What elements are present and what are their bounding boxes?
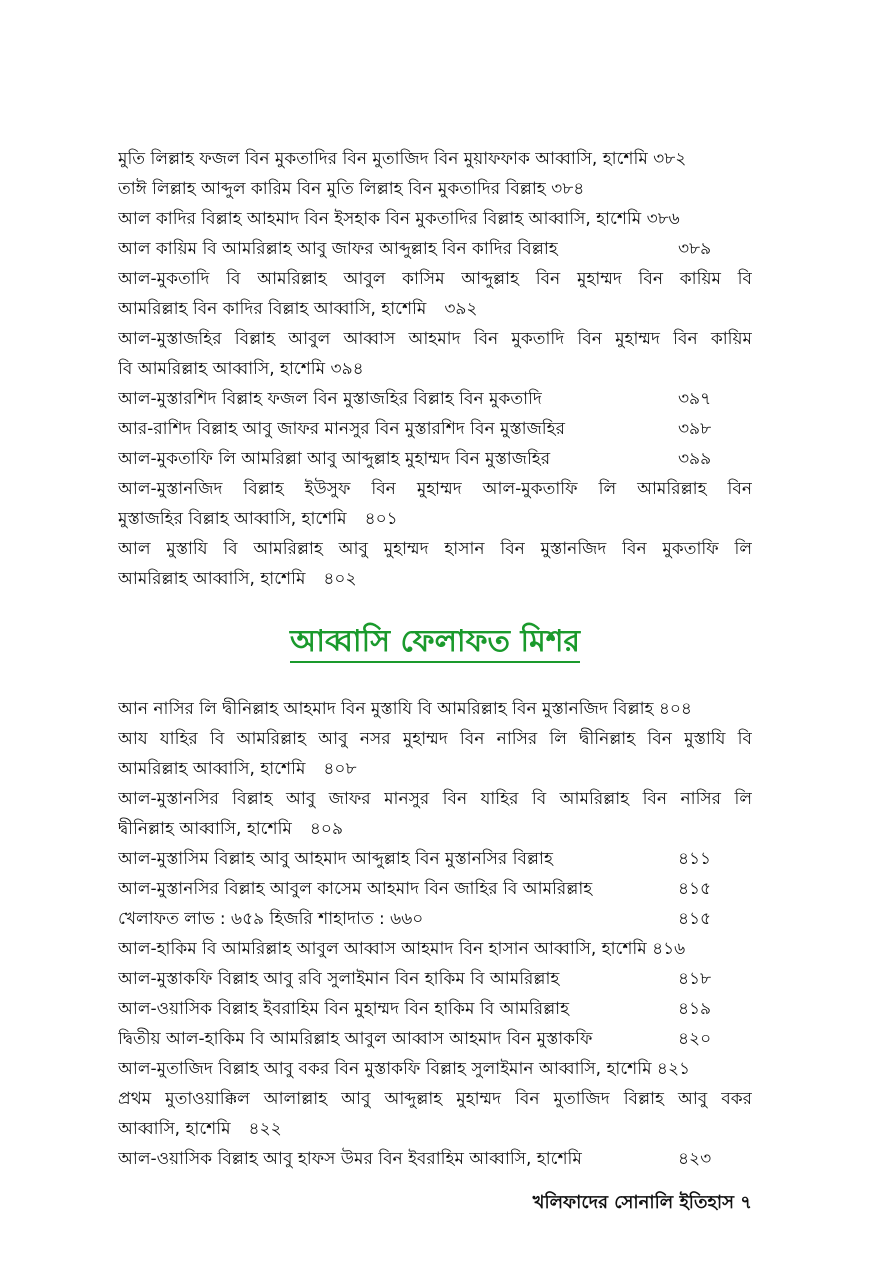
page-number: ৪১৫ bbox=[678, 879, 712, 899]
entry-text: আল মুস্তাযি বি আমরিল্লাহ আবু মুহাম্মদ হাসান বিন মুস্তানজিদ বিন মুকতাফি লি bbox=[118, 539, 752, 559]
page-number: ৩৯৮ bbox=[678, 419, 712, 439]
toc-entry bbox=[118, 204, 752, 234]
toc-entry bbox=[118, 174, 752, 204]
running-footer: খলিফাদের সোনালি ইতিহাস ৭ bbox=[532, 1192, 752, 1213]
page-number: ৪২২ bbox=[248, 1119, 282, 1139]
entry-line bbox=[118, 504, 752, 534]
toc-entry bbox=[118, 1024, 752, 1054]
page-number: ৪০৯ bbox=[309, 819, 344, 839]
page-number: ৪১৯ bbox=[678, 999, 712, 1019]
entry-line bbox=[118, 414, 752, 444]
toc-entry bbox=[118, 724, 752, 784]
entry-text: দ্বিতীয় আল-হাকিম বি আমরিল্লাহ আবুল আব্বাস আহমাদ বিন মুস্তাকফি bbox=[118, 1029, 593, 1049]
entry-line bbox=[118, 324, 752, 354]
entry-line bbox=[118, 204, 752, 234]
entry-text: আল-মুস্তাকফি বিল্লাহ আবু রবি সুলাইমান বিন হাকিম বি আমরিল্লাহ bbox=[118, 969, 560, 989]
toc-entry bbox=[118, 874, 752, 904]
page-number: ৪২০ bbox=[678, 1029, 712, 1049]
entry-line bbox=[118, 724, 752, 754]
entry-line bbox=[118, 564, 752, 594]
entry-text: আল-মুতাজিদ বিল্লাহ আবু বকর বিন মুস্তাকফি বিল্লাহ সুলাইমান আব্বাসি, হাশেমি ৪২১ bbox=[118, 1059, 691, 1079]
page-number: ৪১১ bbox=[678, 849, 712, 869]
entry-line bbox=[118, 294, 752, 324]
toc-entry bbox=[118, 844, 752, 874]
toc-entry bbox=[118, 144, 752, 174]
page-number: ৪১৮ bbox=[678, 969, 712, 989]
entry-text: তাঈ লিল্লাহ আব্দুল কারিম বিন মুতি লিল্লাহ বিন মুকতাদির বিল্লাহ ৩৮৪ bbox=[118, 179, 585, 199]
entry-line bbox=[118, 874, 752, 904]
entry-line bbox=[118, 264, 752, 294]
entry-text: আমরিল্লাহ আব্বাসি, হাশেমি bbox=[118, 759, 306, 779]
entry-text: আল কাদির বিল্লাহ আহমাদ বিন ইসহাক বিন মুকতাদির বিল্লাহ আব্বাসি, হাশেমি ৩৮৬ bbox=[118, 209, 680, 229]
entry-line bbox=[118, 444, 752, 474]
entry-text: আল-মুস্তাজহির বিল্লাহ আবুল আব্বাস আহমাদ বিন মুকতাদি বিন মুহাম্মদ বিন কায়িম bbox=[118, 329, 752, 349]
entry-line bbox=[118, 144, 752, 174]
entry-text: খেলাফত লাভ : ৬৫৯ হিজরি শাহাদাত : ৬৬০ bbox=[118, 909, 424, 929]
entry-line bbox=[118, 964, 752, 994]
page-number: ৩৮৯ bbox=[678, 239, 712, 259]
entry-text: আল-মুস্তাসিম বিল্লাহ আবু আহমাদ আব্দুল্লাহ বিন মুস্তানসির বিল্লাহ bbox=[118, 849, 553, 869]
section-heading bbox=[0, 620, 870, 664]
toc-entry bbox=[118, 694, 752, 724]
entry-text: আল-মুস্তানজিদ বিল্লাহ ইউসুফ বিন মুহাম্মদ আল-মুকতাফি লি আমরিল্লাহ বিন bbox=[118, 479, 752, 499]
toc-entry bbox=[118, 264, 752, 324]
toc-entry bbox=[118, 324, 752, 384]
entry-line bbox=[118, 1114, 752, 1144]
toc-entry bbox=[118, 1054, 752, 1084]
toc-entry bbox=[118, 1144, 752, 1174]
toc-entry bbox=[118, 784, 752, 844]
entry-line bbox=[118, 354, 752, 384]
entry-line bbox=[118, 994, 752, 1024]
page-number: ৩৯২ bbox=[444, 299, 478, 319]
entry-line bbox=[118, 384, 752, 414]
entry-line bbox=[118, 174, 752, 204]
entry-line bbox=[118, 844, 752, 874]
entry-text: দ্বীনিল্লাহ আব্বাসি, হাশেমি bbox=[118, 819, 292, 839]
toc-entry bbox=[118, 384, 752, 414]
entry-line bbox=[118, 904, 752, 934]
toc-entry bbox=[118, 1084, 752, 1144]
entry-text: আল-হাকিম বি আমরিল্লাহ আবুল আব্বাস আহমাদ বিন হাসান আব্বাসি, হাশেমি ৪১৬ bbox=[118, 939, 686, 959]
page-number: ৩৯৯ bbox=[678, 449, 712, 469]
toc-entry bbox=[118, 474, 752, 534]
entry-line bbox=[118, 234, 752, 264]
toc-entry bbox=[118, 994, 752, 1024]
entry-text: মুস্তাজহির বিল্লাহ আব্বাসি, হাশেমি bbox=[118, 509, 347, 529]
page-number: ৪১৫ bbox=[678, 909, 712, 929]
toc-entry bbox=[118, 964, 752, 994]
toc-entry bbox=[118, 534, 752, 594]
entry-text: আল-মুস্তারশিদ বিল্লাহ ফজল বিন মুস্তাজহির বিল্লাহ বিন মুকতাদি bbox=[118, 389, 542, 409]
toc-entry bbox=[118, 234, 752, 264]
entry-text: আমরিল্লাহ আব্বাসি, হাশেমি bbox=[118, 569, 306, 589]
entry-text: বি আমরিল্লাহ আব্বাসি, হাশেমি ৩৯৪ bbox=[118, 359, 364, 379]
entry-text: আল-মুস্তানসির বিল্লাহ আবুল কাসেম আহমাদ বিন জাহির বি আমরিল্লাহ bbox=[118, 879, 593, 899]
entry-text: আন নাসির লি দ্বীনিল্লাহ আহমাদ বিন মুস্তাযি বি আমরিল্লাহ বিন মুস্তানজিদ বিল্লাহ ৪০৪ bbox=[118, 699, 692, 719]
toc-entry bbox=[118, 904, 752, 934]
section-heading-text: আব্বাসি ফেলাফত মিশর bbox=[290, 624, 580, 663]
entry-line bbox=[118, 534, 752, 564]
caliph-list-egypt bbox=[118, 694, 752, 1174]
entry-text: আল-ওয়াসিক বিল্লাহ ইবরাহিম বিন মুহাম্মদ বিন হাকিম বি আমরিল্লাহ bbox=[118, 999, 570, 1019]
entry-line bbox=[118, 814, 752, 844]
entry-text: প্রথম মুতাওয়াক্কিল আলাল্লাহ আবু আব্দুল্লাহ মুহাম্মদ বিন মুতাজিদ বিল্লাহ আবু বকর bbox=[118, 1089, 752, 1109]
page-number: ৪০৮ bbox=[323, 759, 357, 779]
entry-text: মুতি লিল্লাহ ফজল বিন মুকতাদির বিন মুতাজিদ বিন মুয়াফফাক আব্বাসি, হাশেমি ৩৮২ bbox=[118, 149, 687, 169]
entry-text: আল-মুস্তানসির বিল্লাহ আবু জাফর মানসুর বিন যাহির বি আমরিল্লাহ বিন নাসির লি bbox=[118, 789, 752, 809]
entry-line bbox=[118, 934, 752, 964]
entry-text: আল-মুকতাফি লি আমরিল্লা আবু আব্দুল্লাহ মুহাম্মদ বিন মুস্তাজহির bbox=[118, 449, 551, 469]
entry-line bbox=[118, 474, 752, 504]
entry-text: আমরিল্লাহ বিন কাদির বিল্লাহ আব্বাসি, হাশেমি bbox=[118, 299, 427, 319]
entry-text: আব্বাসি, হাশেমি bbox=[118, 1119, 231, 1139]
entry-text: আর-রাশিদ বিল্লাহ আবু জাফর মানসুর বিন মুস্তারশিদ বিন মুস্তাজহির bbox=[118, 419, 565, 439]
entry-line bbox=[118, 754, 752, 784]
entry-text: আল-ওয়াসিক বিল্লাহ আবু হাফস উমর বিন ইবরাহিম আব্বাসি, হাশেমি bbox=[118, 1149, 582, 1169]
toc-entry bbox=[118, 934, 752, 964]
page-number: ৩৯৭ bbox=[678, 389, 712, 409]
entry-line bbox=[118, 1084, 752, 1114]
page-number: ৪০১ bbox=[364, 509, 398, 529]
page-number: ৪২৩ bbox=[678, 1149, 712, 1169]
entry-text: আল-মুকতাদি বি আমরিল্লাহ আবুল কাসিম আব্দুল্লাহ বিন মুহাম্মদ বিন কায়িম বি bbox=[118, 269, 752, 289]
entry-line bbox=[118, 784, 752, 814]
page-number: ৪০২ bbox=[323, 569, 357, 589]
entry-text: আল কায়িম বি আমরিল্লাহ আবু জাফর আব্দুল্লাহ বিন কাদির বিল্লাহ bbox=[118, 239, 558, 259]
entry-line bbox=[118, 1054, 752, 1084]
entry-text: আয যাহির বি আমরিল্লাহ আবু নসর মুহাম্মদ বিন নাসির লি দ্বীনিল্লাহ বিন মুস্তাযি বি bbox=[118, 729, 752, 749]
toc-entry bbox=[118, 414, 752, 444]
entry-line bbox=[118, 694, 752, 724]
entry-line bbox=[118, 1144, 752, 1174]
toc-entry bbox=[118, 444, 752, 474]
caliph-list-baghdad bbox=[118, 144, 752, 594]
entry-line bbox=[118, 1024, 752, 1054]
